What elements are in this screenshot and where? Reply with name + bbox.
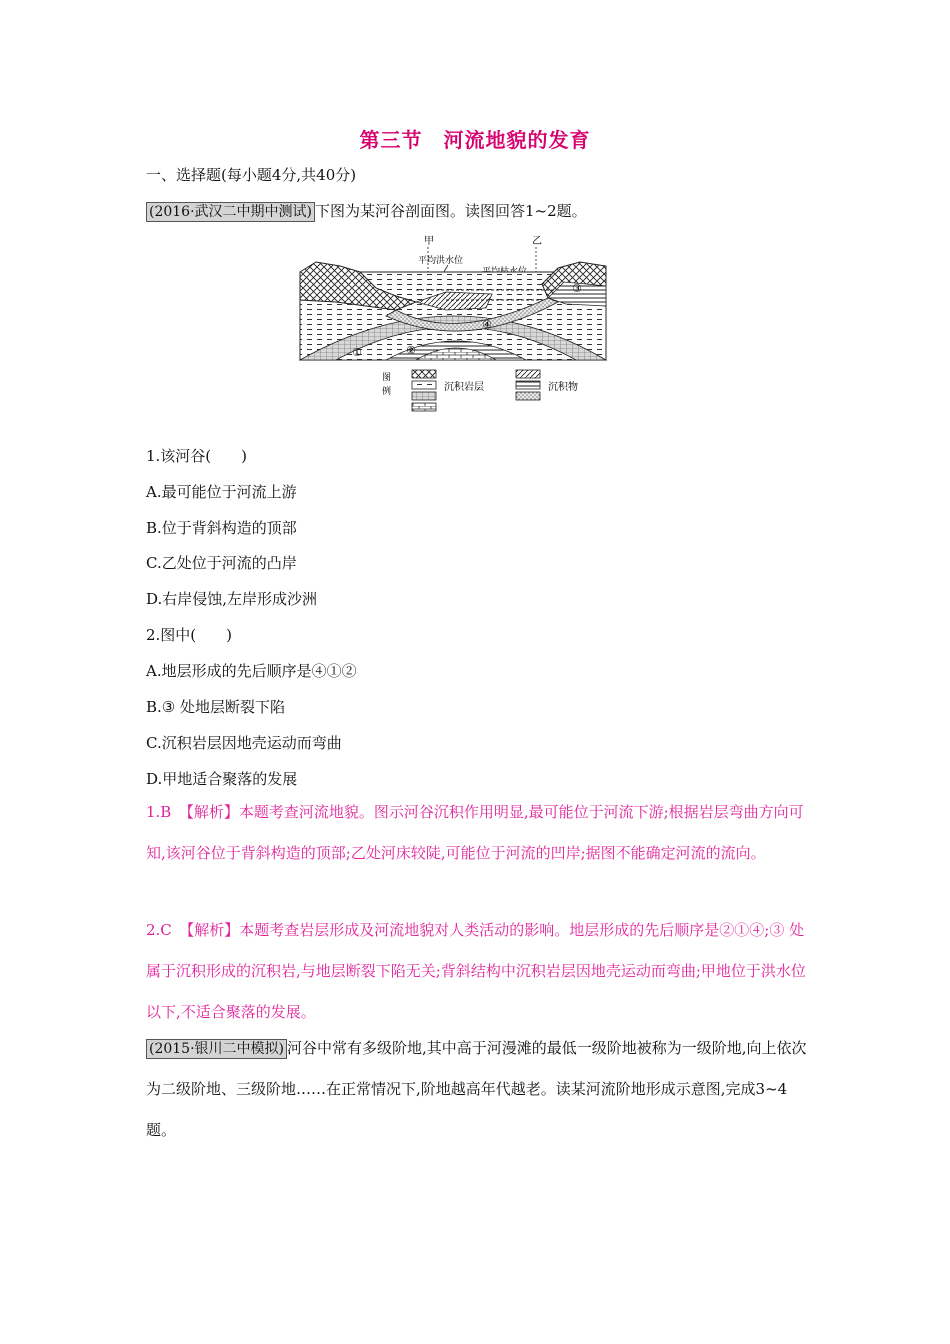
question-2-stem: 2.图中( ) bbox=[146, 626, 233, 644]
legend-title-1: 图 bbox=[382, 373, 392, 383]
question-intro-1-2 bbox=[146, 200, 587, 222]
legend-sediment-label: 沉积物 bbox=[548, 382, 578, 393]
question-1-stem: 1.该河谷( ) bbox=[146, 447, 248, 465]
label-yi: 乙 bbox=[532, 236, 542, 247]
question-1-option-a: A.最可能位于河流上游 bbox=[146, 483, 297, 501]
legend-title-2: 例 bbox=[382, 387, 392, 397]
flood-level-label: 平均洪水位 bbox=[418, 256, 464, 266]
mark-2: ② bbox=[406, 344, 416, 357]
page-title: 第三节 河流地貌的发育 bbox=[359, 128, 591, 152]
figure-legend bbox=[382, 370, 578, 411]
mark-4: ④ bbox=[482, 318, 492, 331]
question-1-option-b: B.位于背斜构造的顶部 bbox=[146, 519, 297, 537]
question-1-option-c: C.乙处位于河流的凸岸 bbox=[146, 554, 297, 572]
question-2-option-c: C.沉积岩层因地壳运动而弯曲 bbox=[146, 734, 342, 752]
cross-section-block bbox=[300, 262, 606, 360]
question-2-option-d: D.甲地适合聚落的发展 bbox=[146, 770, 298, 788]
intro-text: 下图为某河谷剖面图。读图回答1~2题。 bbox=[315, 202, 587, 220]
intro-text-2: 河谷中常有多级阶地,其中高于河漫滩的最低一级阶地被称为一级阶地,向上依次为二级阶地、三级阶地……在正常情况下,阶地越高年代越老。读某河流阶地形成示意图,完成3~4题。 bbox=[146, 1039, 807, 1139]
source-tag: (2016·武汉二中期中测试) bbox=[146, 202, 315, 222]
answer-2-analysis: 2.C 【解析】本题考查岩层形成及河流地貌对人类活动的影响。地层形成的先后顺序是②①④;③ 处属于沉积形成的沉积岩,与地层断裂下陷无关;背斜结构中沉积岩层因地壳运动而弯曲;甲地位于洪水位以下,不适合聚落的发展。 bbox=[146, 921, 806, 1021]
answer-1-analysis: 1.B 【解析】本题考查河流地貌。图示河谷沉积作用明显,最可能位于河流下游;根据岩层弯曲方向可知,该河谷位于背斜构造的顶部;乙处河床较陡,可能位于河流的凹岸;据图不能确定河流的流向。 bbox=[146, 803, 804, 862]
question-1-option-d: D.右岸侵蚀,左岸形成沙洲 bbox=[146, 590, 318, 608]
question-2-option-a: A.地层形成的先后顺序是④①② bbox=[146, 662, 357, 680]
source-tag-2: (2015·银川二中模拟) bbox=[146, 1039, 287, 1059]
question-intro-3-4 bbox=[146, 1028, 810, 1151]
section-heading: 一、选择题(每小题4分,共40分) bbox=[146, 166, 357, 184]
river-valley-cross-section-figure bbox=[296, 232, 616, 422]
mark-3: ③ bbox=[572, 282, 582, 295]
question-2-option-b: B.③ 处地层断裂下陷 bbox=[146, 698, 286, 716]
label-jia: 甲 bbox=[424, 236, 434, 247]
legend-rock-label: 沉积岩层 bbox=[444, 382, 484, 393]
mark-1: ① bbox=[352, 346, 362, 359]
